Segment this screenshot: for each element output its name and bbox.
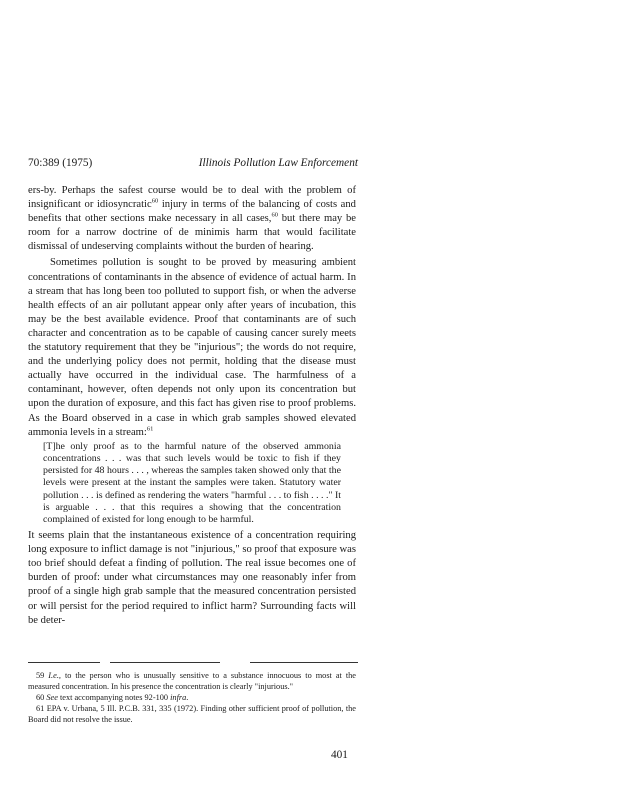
paragraph-2: Sometimes pollution is sought to be proved by measuring ambient concentrations of contaminants in the absence of evidence of actual harm. In a stream that has long been too polluted to support fish, or when the adverse health effects of an air pollutant appear only after years of incubation, this may be the best available evidence. Proof that contaminants are of such character and concentration as to be capable of causing cancer surely meets the statutory requirement that they be "injurious"; the words do not require, and the underlying policy does not permit, holding that the disease must actually have occurred in the individual case. The harmfulness of a contaminant, however, often depends not only upon its concentration but upon the duration of exposure, and this fact has given rise to proof problems. As the Board observed in a case in which grab samples showed elevated ammonia levels in a stream:$^{61}$ bbox=[28, 257, 356, 438]
footnote-60: 60 See text accompanying notes 92-100 infra. bbox=[36, 693, 189, 702]
main-text bbox=[28, 184, 356, 628]
footnote-ref: 60 bbox=[151, 197, 159, 205]
header-citation: 70:389 (1975) bbox=[28, 157, 93, 169]
page-number: 401 bbox=[331, 749, 348, 761]
block-quote: [T]he only proof as to the harmful nature of the observed ammonia concentrations . . . was that such levels would be toxic to fish if they persisted for 48 hours . . . , whereas the samples taken showed only that the levels were present at the instant the samples were taken. Statutory water pollution . . . is defined as rendering the waters "harmful . . . to fish . . . ." It is arguable . . . that this requires a showing that the concentration complained of existed for long enough to be harmful. bbox=[43, 440, 341, 525]
footnote-ref: 61 bbox=[146, 425, 154, 433]
footnote-61: 61 EPA v. Urbana, 5 Ill. P.C.B. 331, 335 (1972). Finding other sufficient proof of pollution, the Board did not resolve the issue. bbox=[28, 704, 356, 724]
paragraph-1: ers-by. Perhaps the safest course would be to deal with the problem of insignificant or idiosyncratic$^{60}$ injury in terms of the balancing of costs and benefits that other sections make necessary in all cases,$^{60}$ but there may be room for a narrow doctrine of de minimis harm that would facilitate dismissal of undeserving complaints without the burden of hearing. bbox=[28, 185, 356, 253]
footnote-separator bbox=[28, 662, 358, 664]
footnote-ref: 60 bbox=[271, 211, 278, 219]
running-header bbox=[28, 157, 358, 170]
separator-line-middle bbox=[110, 662, 220, 663]
header-title: Illinois Pollution Law Enforcement bbox=[198, 157, 358, 169]
footnotes bbox=[28, 670, 356, 725]
separator-line-left bbox=[28, 662, 100, 663]
separator-line-right bbox=[250, 662, 358, 663]
paragraph-3: It seems plain that the instantaneous existence of a concentration requiring long exposure to inflict damage is not "injurious," so proof that exposure was too brief should defeat a finding of pollution. The real issue becomes one of burden of proof: under what circumstances may one reasonably infer from proof of a single high grab sample that the measured concentration persisted or will persist for the period required to inflict harm? Surrounding facts will be deter- bbox=[28, 530, 356, 626]
footnote-59: 59 I.e., to the person who is unusually sensitive to a substance innocuous to most at the measured concentration. In his presence the concentration is clearly "injurious." bbox=[28, 671, 356, 691]
